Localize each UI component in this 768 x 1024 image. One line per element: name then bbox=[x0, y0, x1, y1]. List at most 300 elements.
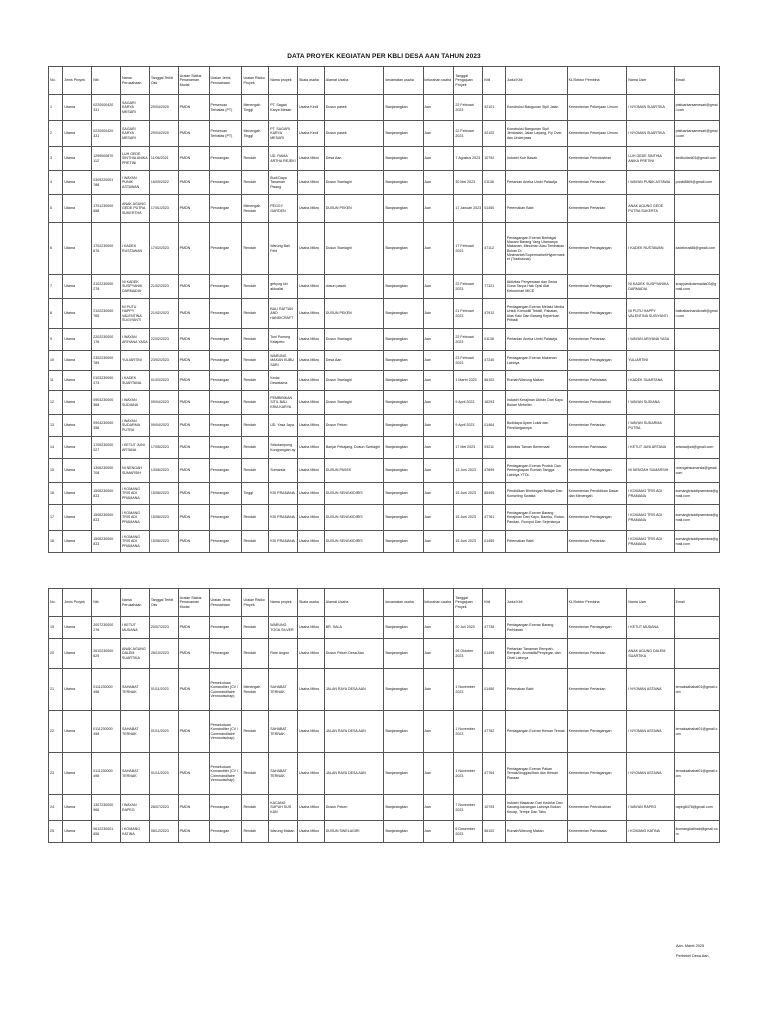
table-cell: DUSUN PEKEN bbox=[324, 299, 384, 329]
table-cell: 15/06/2023 bbox=[149, 505, 178, 531]
table-cell: I WAYAN ARIYANA YASA bbox=[627, 329, 674, 351]
table-cell: Banjarangkan bbox=[384, 669, 423, 711]
table-cell: Banjarangkan bbox=[384, 617, 423, 639]
table-cell: Aan bbox=[423, 275, 454, 299]
table-row bbox=[49, 795, 720, 821]
table-cell: I KOMANG TRIS ADI PRAMANA bbox=[121, 531, 150, 553]
table-cell: Aan bbox=[423, 299, 454, 329]
table-cell: Kementerian Pariwisata bbox=[567, 371, 627, 391]
table-cell: Utama bbox=[63, 437, 92, 459]
table-cell: Kementerian Perdagangan bbox=[567, 299, 627, 329]
table-row bbox=[49, 195, 720, 223]
table-cell: YULIARTINI bbox=[627, 351, 674, 371]
table-cell: Utama bbox=[63, 195, 92, 223]
table-cell: Menengah Tinggi bbox=[242, 121, 269, 147]
table-cell: Banjarangkan bbox=[384, 121, 423, 147]
table-cell: Aan bbox=[423, 821, 454, 843]
table-cell: Rendah bbox=[242, 753, 269, 795]
table-cell: I KETUT MUDANA bbox=[121, 617, 150, 639]
table-cell: Utama bbox=[63, 531, 92, 553]
table-cell: I KADEK RUSTAWAN bbox=[627, 223, 674, 275]
column-header: No. bbox=[49, 589, 63, 617]
table-cell: Kementerian Pertanian bbox=[567, 171, 627, 195]
table-cell: ternaksahabat01@gmail.com bbox=[674, 711, 719, 753]
table-cell: 17 Februari 2023 bbox=[454, 223, 483, 275]
table-cell: 06/12/2023 bbox=[149, 821, 178, 843]
table-cell: Rendah bbox=[242, 531, 269, 553]
table-cell: Usaha Kecil bbox=[298, 95, 325, 121]
table-cell: WARUNG TOGA SILVER bbox=[269, 617, 298, 639]
table-cell: 3 bbox=[49, 147, 63, 171]
table-cell: Warung Makan bbox=[269, 821, 298, 843]
table-cell: Dusun Swelagiri bbox=[324, 223, 384, 275]
table-cell: 26/10/2023 bbox=[149, 639, 178, 669]
table-cell bbox=[674, 195, 719, 223]
table-cell: Banjarangkan bbox=[384, 95, 423, 121]
table-cell: 11/06/2021 bbox=[149, 147, 178, 171]
table-cell: PMDN bbox=[178, 639, 209, 669]
table-cell: 6 bbox=[49, 223, 63, 275]
table-cell: Rendah bbox=[242, 391, 269, 415]
table-cell: Usaha Mikro bbox=[298, 391, 325, 415]
column-header: kecamatan usaha bbox=[384, 67, 423, 95]
table-cell: Perorangan bbox=[209, 459, 242, 483]
table-cell: SAHABAT TERNAK bbox=[121, 711, 150, 753]
table-cell: 29/04/2020 bbox=[149, 121, 178, 147]
table-cell: Menengah Rendah bbox=[242, 195, 269, 223]
table-cell: Usaha Mikro bbox=[298, 669, 325, 711]
table-cell: PMDN bbox=[178, 171, 209, 195]
table-cell: I KOMANG TRIS ADI PRAMANA bbox=[121, 483, 150, 505]
table-cell: Rendah bbox=[242, 371, 269, 391]
column-header: Alamat Usaha bbox=[324, 589, 384, 617]
table-cell: PMDN bbox=[178, 753, 209, 795]
table-cell: Aan bbox=[423, 617, 454, 639]
table-cell: Kementerian Perdagangan bbox=[567, 753, 627, 795]
table-cell: ikomangkatinab@gmail.com bbox=[674, 821, 719, 843]
table-cell: PMDN bbox=[178, 415, 209, 437]
table-cell: Banjarangkan bbox=[384, 351, 423, 371]
table-cell: I WAYAN SUDARMA PUTRA bbox=[627, 415, 674, 437]
table-cell: PMDN bbox=[178, 505, 209, 531]
table-cell: Aan bbox=[423, 669, 454, 711]
table-cell: 10792 bbox=[483, 147, 506, 171]
table-cell: PMDN bbox=[178, 459, 209, 483]
column-header: Nama proyek bbox=[269, 589, 298, 617]
table-row bbox=[49, 617, 720, 639]
table-cell: YULIARTINI bbox=[121, 351, 150, 371]
table-cell: Rendah bbox=[242, 223, 269, 275]
table-cell: Perorangan bbox=[209, 437, 242, 459]
table-cell: 47764 bbox=[483, 753, 506, 795]
signature-place-date: Aan, Maret 2025 bbox=[676, 944, 705, 948]
table-cell: I KOMANG KATINA bbox=[627, 821, 674, 843]
table-cell: Industri Makanan Dari Kedelai Dan Kacang-kacangan Lainnya Bukan Kecap, Tempe Dan Tahu bbox=[505, 795, 567, 821]
table-cell: Utama bbox=[63, 669, 92, 711]
table-cell: Usaha Mikro bbox=[298, 505, 325, 531]
table-cell: Perorangan bbox=[209, 531, 242, 553]
table-cell: Utama bbox=[63, 351, 92, 371]
table-cell: Banjarangkan bbox=[384, 147, 423, 171]
table-cell bbox=[674, 371, 719, 391]
table-cell: gebyog kiri aktualisi bbox=[269, 275, 298, 299]
column-header: Nama User bbox=[627, 589, 674, 617]
table-cell: 20 bbox=[49, 639, 63, 669]
table-cell: Utama bbox=[63, 147, 92, 171]
table-cell: PMDN bbox=[178, 391, 209, 415]
table-cell: 4 bbox=[49, 171, 63, 195]
table-cell: Aktivitas Taman Bertemaat bbox=[505, 437, 567, 459]
table-cell bbox=[674, 329, 719, 351]
table-cell: Utama bbox=[63, 753, 92, 795]
table-cell: Industri Kue Basah bbox=[505, 147, 567, 171]
table-cell: Banjarangkan bbox=[384, 795, 423, 821]
table-cell: PT. SAGARI KARYA MESARI bbox=[269, 121, 298, 147]
table-cell: Aan bbox=[423, 171, 454, 195]
table-cell: Kementerian Perindustrian bbox=[567, 147, 627, 171]
table-cell: I KOMANG TRIS ADI PRAMANA bbox=[121, 505, 150, 531]
table-cell: Budidaya Ayam Lokal dan Persilangannya bbox=[505, 415, 567, 437]
table-cell: Usaha Mikro bbox=[298, 617, 325, 639]
table-cell: 20 Juli 2023 bbox=[454, 617, 483, 639]
table-cell: Usaha Mikro bbox=[298, 821, 325, 843]
table-cell: 13 Juni 2023 bbox=[454, 459, 483, 483]
table-cell: 47736 bbox=[483, 617, 506, 639]
table-cell: Usaha Mikro bbox=[298, 711, 325, 753]
table-cell: Perdagangan Eceran Berbagai Macam Barang Yang Utamanya Makanan, Minuman Atau Tembakau Bukan Di Minimarket/Supermarket/Hypermarket (Tradisional) bbox=[505, 223, 567, 275]
table-cell: Desa Aan bbox=[324, 147, 384, 171]
table-cell: 01136 bbox=[483, 171, 506, 195]
table-cell: Perorangan bbox=[209, 795, 242, 821]
table-cell: Utama bbox=[63, 483, 92, 505]
table-cell: Banjarangkan bbox=[384, 821, 423, 843]
table-cell: Budi Daya Tanaman Pisang bbox=[269, 171, 298, 195]
table-cell: 1306230000 708 bbox=[92, 459, 121, 483]
table-cell: Banjarangkan bbox=[384, 753, 423, 795]
table-cell: BALI RATTAN AND HANDICRAFT bbox=[269, 299, 298, 329]
table-cell: Aan bbox=[423, 223, 454, 275]
table-cell: 7 Agustus 2023 bbox=[454, 147, 483, 171]
table-cell: Utama bbox=[63, 223, 92, 275]
table-cell: 23 bbox=[49, 753, 63, 795]
table-cell: NI NENGAH SUMARSIH bbox=[121, 459, 150, 483]
column-header: Alamat Usaha bbox=[324, 67, 384, 95]
table-cell: ANAK AGUNG GEDE PUTRA SUKERTA bbox=[627, 195, 674, 223]
table-cell: 01464 bbox=[483, 415, 506, 437]
table-cell: PMDN bbox=[178, 329, 209, 351]
table-cell: 2302230000 789 bbox=[92, 351, 121, 371]
table-cell: I KOMANG KATINA bbox=[121, 821, 150, 843]
column-header: Email bbox=[674, 67, 719, 95]
table-cell: Aktivitas Penyewaan dan Sewa Guna Tanpa Hak Opsi Alat Kebutuhan MICE bbox=[505, 275, 567, 299]
table-row bbox=[49, 821, 720, 843]
table-cell: Pertanian Aneka Umbi Palawija bbox=[505, 171, 567, 195]
table-cell: 0220000420 331 bbox=[92, 121, 121, 147]
column-header: Uraian Jenis Perusahaan bbox=[209, 589, 242, 617]
table-cell: Rumah/Warung Makan bbox=[505, 821, 567, 843]
table-cell: punik8869@gmail.com bbox=[674, 171, 719, 195]
table-cell: 47112 bbox=[483, 223, 506, 275]
table-cell: Usaha Mikro bbox=[298, 459, 325, 483]
table-cell: Rendah bbox=[242, 299, 269, 329]
table-row bbox=[49, 531, 720, 553]
table-cell: PMDN bbox=[178, 437, 209, 459]
table-cell: SAGARI KARYA MESARI bbox=[121, 121, 150, 147]
column-header: Jenis Proyek bbox=[63, 589, 92, 617]
table-cell: nnengahsumarsia@gmail.com bbox=[674, 459, 719, 483]
table-cell: Perdagangan Eceran Melalui Media Untuk Komoditi Tekstil, Pakaian, Alas Kaki Dan Barang Keperluan Pribadi bbox=[505, 299, 567, 329]
table-cell: Peternakan Babi bbox=[505, 531, 567, 553]
column-header: Nama User bbox=[627, 67, 674, 95]
column-header: Tanggal Terbit Oss bbox=[149, 67, 178, 95]
column-header: Kbli bbox=[483, 589, 506, 617]
table-cell: I WAYAN ARIYANA YASA bbox=[121, 329, 150, 351]
column-header: Tanggal Terbit Oss bbox=[149, 589, 178, 617]
table-cell: SAHABAT TERNAK bbox=[121, 753, 150, 795]
table-cell: JALAN RAYA DESA AAN bbox=[324, 753, 384, 795]
table-cell: 8 bbox=[49, 299, 63, 329]
table-cell: 1705230000 027 bbox=[92, 437, 121, 459]
table-cell: Utama bbox=[63, 795, 92, 821]
table-cell: 1299000870 112 bbox=[92, 147, 121, 171]
table-cell: 42101 bbox=[483, 95, 506, 121]
table-cell: 15 Juni 2023 bbox=[454, 483, 483, 505]
table-cell: 2102230000 765 bbox=[92, 299, 121, 329]
table-cell: KDI PRAMANA bbox=[269, 531, 298, 553]
table-cell: 01136 bbox=[483, 329, 506, 351]
table-cell: 22 Februari 2023 bbox=[454, 121, 483, 147]
table-cell: I NYOMAN ASTAWA bbox=[627, 711, 674, 753]
table-cell: PMDN bbox=[178, 617, 209, 639]
table-cell: 01/11/2023 bbox=[149, 711, 178, 753]
table-cell: 56102 bbox=[483, 821, 506, 843]
table-cell: 30 Mei 2023 bbox=[454, 171, 483, 195]
table-cell: Usaha Mikro bbox=[298, 371, 325, 391]
table-header-row bbox=[49, 589, 720, 617]
table-cell: Aan bbox=[423, 505, 454, 531]
table-cell: 14 bbox=[49, 437, 63, 459]
table-cell bbox=[674, 351, 719, 371]
table-cell: Usaha Mikro bbox=[298, 639, 325, 669]
table-cell: I KOMANG TRIS ADI PRAMANA bbox=[627, 531, 674, 553]
table-cell: PMDN bbox=[178, 821, 209, 843]
table-cell: I KETUT JUNI ARTANA bbox=[121, 437, 150, 459]
table-cell: DUSUN SENGKIDIRIS bbox=[324, 531, 384, 553]
table-cell: 1 bbox=[49, 95, 63, 121]
table-cell: Rendah bbox=[242, 437, 269, 459]
table-cell: 17/02/2023 bbox=[149, 223, 178, 275]
table-row bbox=[49, 223, 720, 275]
table-cell: Kementerian Pendidikan Dasar dan Menengah bbox=[567, 483, 627, 505]
table-cell: Usaha Mikro bbox=[298, 195, 325, 223]
table-cell: Utama bbox=[63, 821, 92, 843]
table-cell: NI KADEK SUSPYANIKA DARMADIA bbox=[627, 275, 674, 299]
table-cell: Kementerian Perdagangan bbox=[567, 351, 627, 371]
table-cell: DUSUN SENGKIDIRIS bbox=[324, 483, 384, 505]
table-cell: Menengah Tinggi bbox=[242, 95, 269, 121]
table-cell: 22 bbox=[49, 711, 63, 753]
table-cell: 22 Februari 2023 bbox=[454, 275, 483, 299]
table-cell: Utama bbox=[63, 95, 92, 121]
table-cell: 1 Maret 2023 bbox=[454, 371, 483, 391]
table-cell: 0111230000 498 bbox=[92, 753, 121, 795]
table-cell: Banjarangkan bbox=[384, 639, 423, 669]
table-cell: DUSUN PEKEN bbox=[324, 195, 384, 223]
table-cell: NI KADEK SUSPYANIK DARMADIA bbox=[121, 275, 150, 299]
table-cell: NI PUTU HAPPY VALENTINA SUGIYANTI bbox=[121, 299, 150, 329]
table-cell: Persekutuan Komanditer (CV / Commanditaire Vennootschap) bbox=[209, 711, 242, 753]
table-cell: Usaha Mikro bbox=[298, 329, 325, 351]
table-cell: rapeg8478@gmail.com bbox=[674, 795, 719, 821]
table-cell: Industri Kerajinan Ukiran Dari Kayu Bukan Mebeller bbox=[505, 391, 567, 415]
table-cell: 1 November 2023 bbox=[454, 669, 483, 711]
table-cell: SAHABAT TERNAK bbox=[121, 669, 150, 711]
table-cell: 2202230000 176 bbox=[92, 329, 121, 351]
table-cell: Rendah bbox=[242, 505, 269, 531]
table-cell: I NYOMAN SUARTIKA bbox=[627, 121, 674, 147]
table-cell: 7 bbox=[49, 275, 63, 299]
table-cell: Kementerian Perdagangan bbox=[567, 459, 627, 483]
table-cell: 0111230000 498 bbox=[92, 669, 121, 711]
table-cell: Kementerian Pertanian bbox=[567, 329, 627, 351]
table-cell: Rendah bbox=[242, 329, 269, 351]
table-cell: DUSUN SENGKIDIRIS bbox=[324, 505, 384, 531]
table-cell: Rendah bbox=[242, 147, 269, 171]
table-cell: 0309220001 788 bbox=[92, 171, 121, 195]
table-cell: SAGARI KARYA MESARI bbox=[121, 95, 150, 121]
table-cell: I NYOMAN ASTAWA bbox=[627, 753, 674, 795]
table-cell: SAHABAT TERNAK bbox=[269, 753, 298, 795]
table-cell: Banjarangkan bbox=[384, 415, 423, 437]
table-cell: Tinggi bbox=[242, 483, 269, 505]
table-body bbox=[49, 95, 720, 553]
table-cell: 0904230000 368 bbox=[92, 391, 121, 415]
table-cell: 0111230000 498 bbox=[92, 711, 121, 753]
table-cell: 15 bbox=[49, 459, 63, 483]
table-cell: Utama bbox=[63, 391, 92, 415]
table-cell: WARUNG MAKAN KUBU SARI bbox=[269, 351, 298, 371]
table-cell: 5 bbox=[49, 195, 63, 223]
table-row bbox=[49, 299, 720, 329]
table-cell: 24 bbox=[49, 795, 63, 821]
table-cell: Kementerian Perindustrian bbox=[567, 391, 627, 415]
table-cell: 15 Juni 2023 bbox=[454, 531, 483, 553]
table-cell: 22 Februari 2023 bbox=[454, 95, 483, 121]
table-cell: Toni Ponseg Kelapeto bbox=[269, 329, 298, 351]
table-row bbox=[49, 669, 720, 711]
table-cell: PMDN bbox=[178, 371, 209, 391]
table-body bbox=[49, 617, 720, 843]
table-cell: 47240 bbox=[483, 351, 506, 371]
table-cell: Perorangan bbox=[209, 275, 242, 299]
table-cell: Aan bbox=[423, 795, 454, 821]
column-header: Uraian Status Penanaman Modal bbox=[178, 67, 209, 95]
table-cell: Menengah Rendah bbox=[242, 669, 269, 711]
table-cell: 15 Juni 2023 bbox=[454, 505, 483, 531]
table-cell: Banjarangkan bbox=[384, 505, 423, 531]
table-cell: Kementerian Pariwisata bbox=[567, 437, 627, 459]
table-cell: Aan bbox=[423, 531, 454, 553]
column-header: Jenis Proyek bbox=[63, 67, 92, 95]
table-cell: Persekutuan Komanditer (CV / Commanditaire Vennootschap) bbox=[209, 669, 242, 711]
table-cell: Kementerian Perdagangan bbox=[567, 711, 627, 753]
table-cell: Banjarangkan bbox=[384, 329, 423, 351]
table-cell: 01499 bbox=[483, 639, 506, 669]
table-cell: Perorangan bbox=[209, 821, 242, 843]
table-cell: Usaha Mikro bbox=[298, 753, 325, 795]
column-header: KL/Sektor Pembina bbox=[567, 67, 627, 95]
table-cell: Perorangan bbox=[209, 171, 242, 195]
table-cell: Kementerian Pertanian bbox=[567, 639, 627, 669]
table-cell: Perdagangan Eceran Pakan Ternak/Unggas/Ikan dan Hewan Piaraan bbox=[505, 753, 567, 795]
table-cell: I KOMANG TRIS ADI PRAMANA bbox=[627, 483, 674, 505]
table-cell: 21/02/2023 bbox=[149, 275, 178, 299]
column-header: Nama proyek bbox=[269, 67, 298, 95]
column-header: Kbli bbox=[483, 67, 506, 95]
table-cell: Dusun pasek bbox=[324, 95, 384, 121]
table-cell: Utama bbox=[63, 171, 92, 195]
table-cell: Usaha Mikro bbox=[298, 795, 325, 821]
table-cell: 26 Oktober 2023 bbox=[454, 639, 483, 669]
table-cell: 25 bbox=[49, 821, 63, 843]
table-row bbox=[49, 483, 720, 505]
table-cell: ptsfuarkarsamesari@gmail.com bbox=[674, 95, 719, 121]
table-cell: PEMBIBIKAN SITIL BALI KRIA KARYA bbox=[269, 391, 298, 415]
table-cell: DUSUN PASEK bbox=[324, 459, 384, 483]
table-cell: Pendidikan Bimbingan Belajar Dan Konseling Swasta bbox=[505, 483, 567, 505]
table-cell: Perseroan Terbatas (PT) bbox=[209, 95, 242, 121]
table-cell: Perorangan bbox=[209, 223, 242, 275]
table-cell: 21 Februari 2023 bbox=[454, 299, 483, 329]
table-cell: Kementerian Perdagangan bbox=[567, 617, 627, 639]
table-cell: komangtrisadipramana@gmail.com bbox=[674, 483, 719, 505]
table-row bbox=[49, 95, 720, 121]
table-cell: 2007230000 276 bbox=[92, 617, 121, 639]
column-header: Nib bbox=[92, 67, 121, 95]
table-cell: Banjarangkan bbox=[384, 299, 423, 329]
table-cell: 1506230000 833 bbox=[92, 505, 121, 531]
table-header-row bbox=[49, 67, 720, 95]
table-cell: Utama bbox=[63, 415, 92, 437]
table-cell: 11 bbox=[49, 371, 63, 391]
table-cell: Kedai Dewatama bbox=[269, 371, 298, 391]
table-cell: JALAN RAYA DESA AAN bbox=[324, 711, 384, 753]
table-cell: Usaha Kecil bbox=[298, 121, 325, 147]
table-cell: PEGGY GARDEN bbox=[269, 195, 298, 223]
table-cell: 2102230000 278 bbox=[92, 275, 121, 299]
column-header: kecamatan usaha bbox=[384, 589, 423, 617]
table-cell: PMDN bbox=[178, 795, 209, 821]
table-cell: 42102 bbox=[483, 121, 506, 147]
table-cell: Perorangan bbox=[209, 391, 242, 415]
table-cell: Aan bbox=[423, 329, 454, 351]
table-cell: 29/04/2020 bbox=[149, 95, 178, 121]
table-cell: 1 November 2023 bbox=[454, 711, 483, 753]
table-cell: ternaksahabat01@gmail.com bbox=[674, 669, 719, 711]
table-cell: Perdagangan Eceran Barang Perhiasan bbox=[505, 617, 567, 639]
table-cell: kedikuliani03@gmail.com bbox=[674, 147, 719, 171]
table-cell: I KOMANG TRIS ADI PRAMANA bbox=[627, 505, 674, 531]
table-cell bbox=[674, 415, 719, 437]
table-cell: Perorangan bbox=[209, 147, 242, 171]
table-cell: 16 bbox=[49, 483, 63, 505]
table-row bbox=[49, 171, 720, 195]
table-cell: KACANG SUPUH SUS KAN bbox=[269, 795, 298, 821]
table-cell: 28/07/2023 bbox=[149, 795, 178, 821]
table-cell: Usaha Mikro bbox=[298, 351, 325, 371]
table-cell: I KADEK SUARTANA bbox=[121, 371, 150, 391]
table-cell: Aan bbox=[423, 121, 454, 147]
